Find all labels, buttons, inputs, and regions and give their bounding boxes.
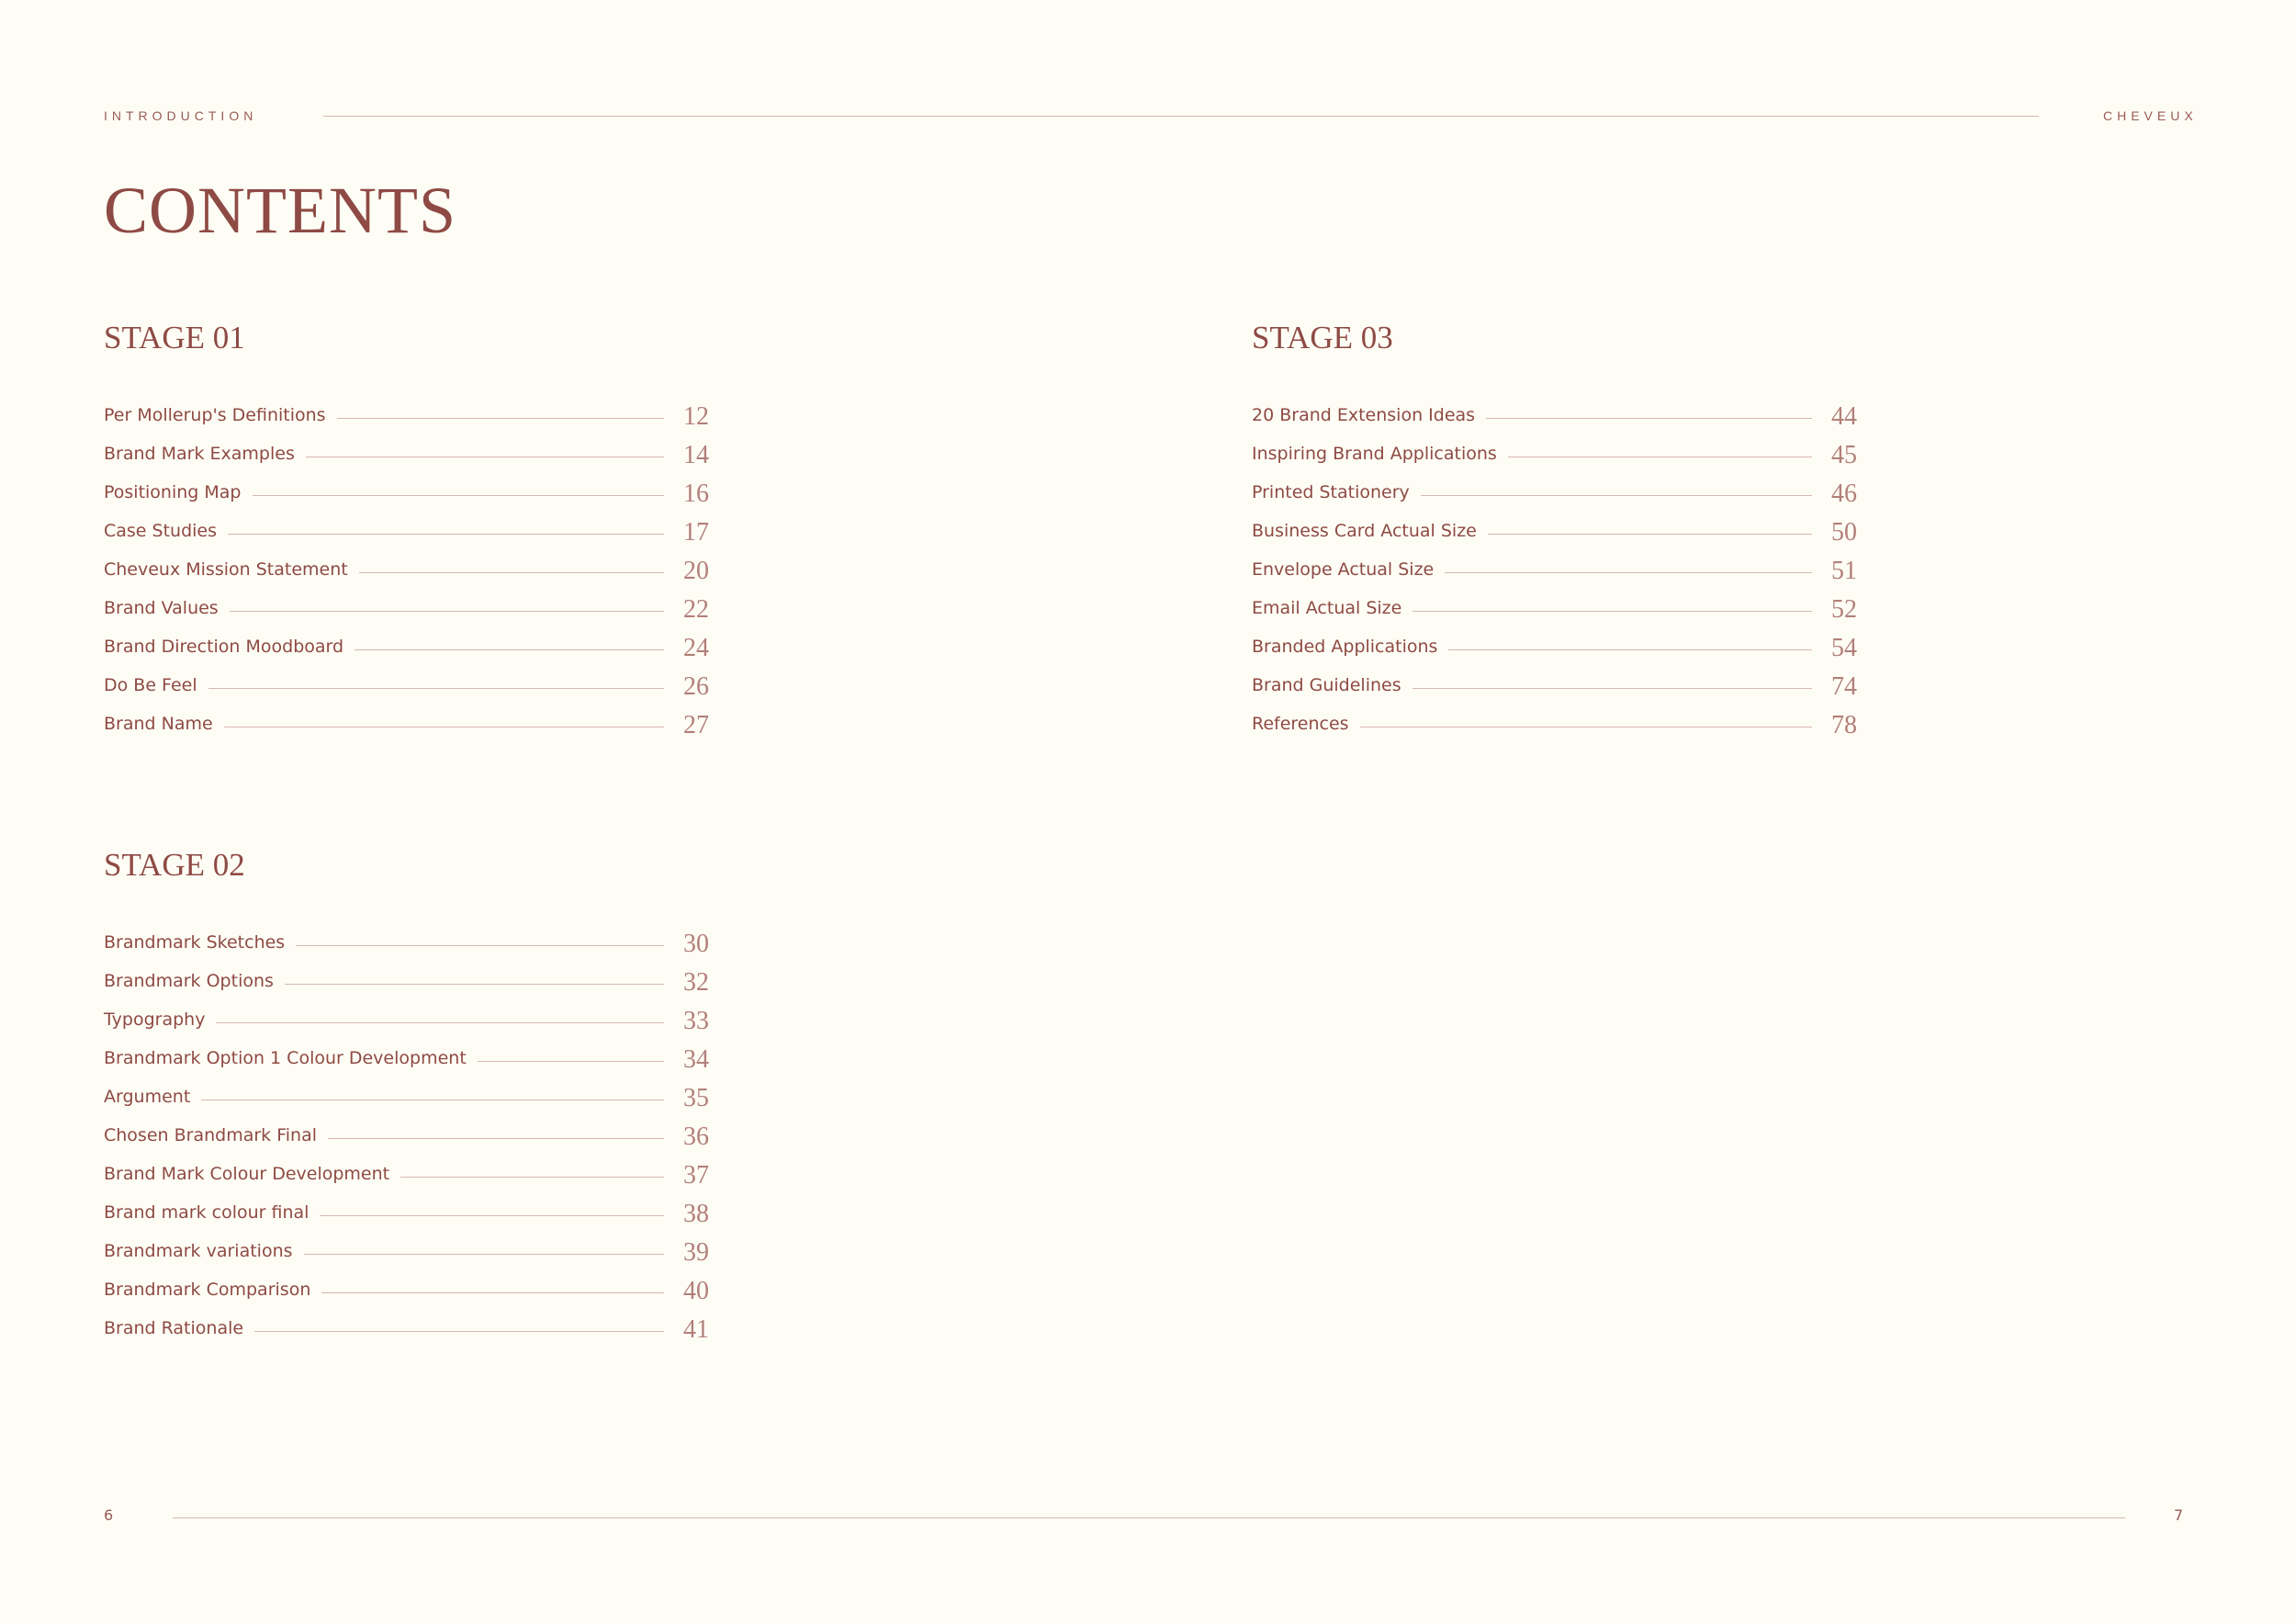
toc-entry-label: Case Studies <box>104 520 228 542</box>
stage-heading: STAGE 03 <box>1252 320 1393 355</box>
page-number-right: 7 <box>2174 1506 2184 1524</box>
toc-entry-page-number: 36 <box>683 1122 709 1151</box>
toc-entry-label: Business Card Actual Size <box>1252 520 1488 542</box>
toc-entry-label: Brand Name <box>104 713 224 735</box>
section-label: INTRODUCTION <box>104 108 258 123</box>
header-divider <box>323 116 2039 117</box>
toc-entry-label: Chosen Brandmark Final <box>104 1124 328 1146</box>
brand-label: CHEVEUX <box>2103 108 2198 123</box>
toc-entry-page-number: 33 <box>683 1007 709 1035</box>
stage-heading: STAGE 01 <box>104 320 245 355</box>
toc-entry-label: Brand Rationale <box>104 1317 254 1339</box>
toc-entry-page-number: 14 <box>683 441 709 469</box>
toc-entry[interactable] <box>104 926 719 964</box>
toc-entry[interactable] <box>104 553 719 592</box>
toc-entry[interactable] <box>104 707 719 746</box>
toc-entry[interactable] <box>104 1157 719 1196</box>
toc-entry-page-number: 16 <box>683 479 709 508</box>
toc-entry[interactable] <box>1252 630 1867 669</box>
toc-entry-label: Brand Values <box>104 597 230 619</box>
toc-entry[interactable] <box>104 592 719 630</box>
toc-entry-label: Brandmark variations <box>104 1240 304 1262</box>
toc-entry-page-number: 44 <box>1831 402 1857 431</box>
toc-list <box>1252 399 1867 746</box>
toc-entry-page-number: 39 <box>683 1238 709 1267</box>
toc-entry-page-number: 50 <box>1831 518 1857 547</box>
toc-entry-page-number: 27 <box>683 711 709 739</box>
toc-entry[interactable] <box>104 514 719 553</box>
toc-entry[interactable] <box>104 1312 719 1350</box>
toc-entry[interactable] <box>1252 399 1867 437</box>
toc-entry-label: Argument <box>104 1086 201 1108</box>
toc-entry-page-number: 54 <box>1831 634 1857 662</box>
toc-entry[interactable] <box>104 476 719 514</box>
toc-entry-page-number: 32 <box>683 968 709 997</box>
toc-entry-label: Brand Mark Examples <box>104 443 306 465</box>
toc-entry-label: 20 Brand Extension Ideas <box>1252 404 1486 426</box>
toc-entry[interactable] <box>104 630 719 669</box>
toc-entry[interactable] <box>1252 669 1867 707</box>
toc-entry-page-number: 45 <box>1831 441 1857 469</box>
toc-entry-page-number: 74 <box>1831 672 1857 701</box>
toc-entry-page-number: 12 <box>683 402 709 431</box>
toc-entry-label: Brandmark Sketches <box>104 931 296 953</box>
toc-entry-page-number: 37 <box>683 1161 709 1190</box>
toc-entry-page-number: 41 <box>683 1315 709 1344</box>
toc-entry[interactable] <box>104 1235 719 1273</box>
toc-entry-page-number: 26 <box>683 672 709 701</box>
toc-entry-label: Email Actual Size <box>1252 597 1412 619</box>
toc-entry-label: Brand Guidelines <box>1252 674 1412 696</box>
toc-entry-page-number: 22 <box>683 595 709 624</box>
toc-list <box>104 399 719 746</box>
toc-entry[interactable] <box>104 964 719 1003</box>
toc-entry-page-number: 40 <box>683 1277 709 1305</box>
toc-entry-label: Brandmark Options <box>104 970 285 992</box>
toc-entry-label: Per Mollerup's Definitions <box>104 404 337 426</box>
toc-entry[interactable] <box>104 1080 719 1119</box>
page-number-left: 6 <box>104 1506 114 1524</box>
toc-entry[interactable] <box>1252 553 1867 592</box>
toc-entry-label: References <box>1252 713 1360 735</box>
toc-entry[interactable] <box>104 1042 719 1080</box>
toc-entry-page-number: 34 <box>683 1045 709 1074</box>
toc-entry-label: Brand mark colour final <box>104 1201 320 1224</box>
toc-entry[interactable] <box>1252 476 1867 514</box>
toc-entry-page-number: 20 <box>683 557 709 585</box>
page-title: CONTENTS <box>104 174 456 247</box>
toc-entry[interactable] <box>104 399 719 437</box>
toc-entry-label: Brandmark Option 1 Colour Development <box>104 1047 478 1069</box>
toc-entry[interactable] <box>104 1196 719 1235</box>
toc-entry-label: Typography <box>104 1009 216 1031</box>
toc-entry[interactable] <box>104 1119 719 1157</box>
toc-entry-label: Brandmark Comparison <box>104 1279 321 1301</box>
toc-entry-page-number: 52 <box>1831 595 1857 624</box>
toc-entry-label: Brand Mark Colour Development <box>104 1163 400 1185</box>
toc-entry-label: Positioning Map <box>104 481 253 503</box>
toc-entry[interactable] <box>1252 592 1867 630</box>
toc-entry[interactable] <box>104 1003 719 1042</box>
toc-entry-label: Envelope Actual Size <box>1252 558 1445 581</box>
toc-entry-label: Do Be Feel <box>104 674 208 696</box>
toc-entry[interactable] <box>1252 707 1867 746</box>
toc-entry-page-number: 46 <box>1831 479 1857 508</box>
toc-entry-page-number: 17 <box>683 518 709 547</box>
toc-entry[interactable] <box>104 437 719 476</box>
toc-entry-page-number: 38 <box>683 1200 709 1228</box>
toc-entry[interactable] <box>104 669 719 707</box>
toc-entry-page-number: 51 <box>1831 557 1857 585</box>
toc-entry-label: Inspiring Brand Applications <box>1252 443 1508 465</box>
toc-entry-page-number: 35 <box>683 1084 709 1112</box>
toc-list <box>104 926 719 1350</box>
toc-entry[interactable] <box>104 1273 719 1312</box>
toc-entry-page-number: 24 <box>683 634 709 662</box>
toc-entry[interactable] <box>1252 437 1867 476</box>
toc-entry-label: Cheveux Mission Statement <box>104 558 359 581</box>
toc-entry-label: Printed Stationery <box>1252 481 1421 503</box>
toc-entry-page-number: 78 <box>1831 711 1857 739</box>
toc-entry-label: Brand Direction Moodboard <box>104 636 355 658</box>
toc-entry[interactable] <box>1252 514 1867 553</box>
stage-heading: STAGE 02 <box>104 847 245 883</box>
footer-divider <box>173 1517 2125 1518</box>
toc-entry-label: Branded Applications <box>1252 636 1448 658</box>
toc-entry-page-number: 30 <box>683 930 709 958</box>
